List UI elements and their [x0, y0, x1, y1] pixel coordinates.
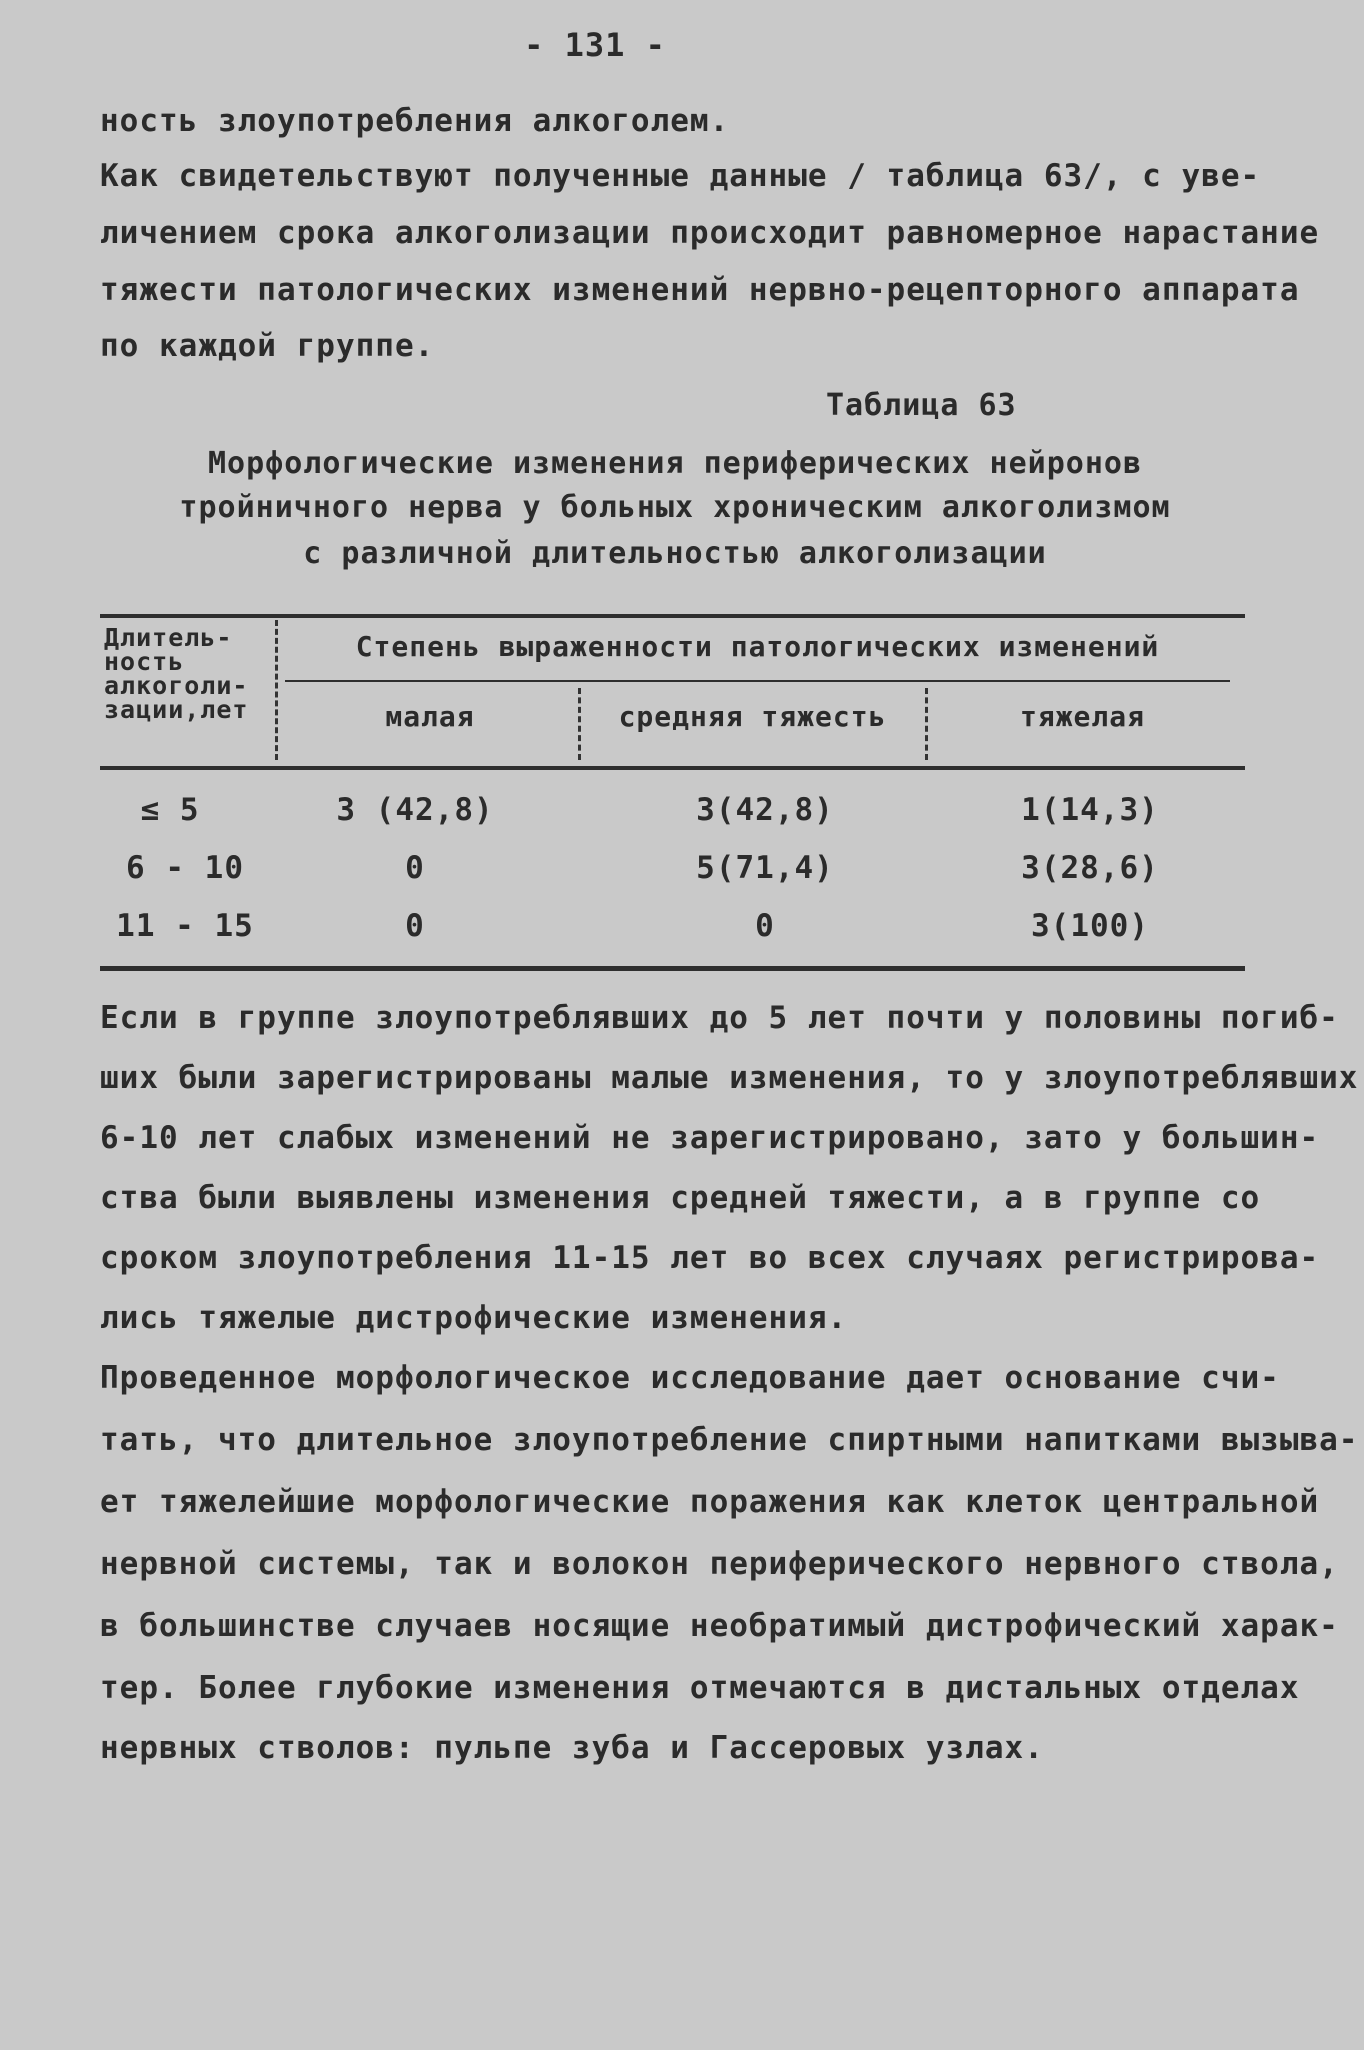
- table-label: Таблица 63: [826, 388, 1017, 423]
- paragraph3-line: тер. Более глубокие изменения отмечаются в дистальных отделах: [100, 1670, 1300, 1706]
- table-bottom-rule: [100, 966, 1245, 971]
- row-severe: 3(100): [1031, 908, 1149, 944]
- severity-group-header: Степень выраженности патологических изменений: [355, 630, 1160, 663]
- table-top-rule: [100, 614, 1245, 618]
- row-medium: 5(71,4): [696, 850, 834, 886]
- paragraph3-line: в большинстве случаев носящие необратимый дистрофический харак-: [100, 1608, 1339, 1644]
- table-column-divider: [925, 688, 928, 760]
- paragraph2-line: ства были выявлены изменения средней тяжести, а в группе со: [100, 1180, 1261, 1216]
- row-low: 3 (42,8): [336, 792, 494, 828]
- table-column-divider: [578, 688, 581, 760]
- paragraph3-line: тать, что длительное злоупотребление спиртными напитками вызыва-: [100, 1422, 1359, 1458]
- paragraph2-line: лись тяжелые дистрофические изменения.: [100, 1300, 848, 1336]
- duration-header-line: алкоголи-: [104, 671, 249, 700]
- duration-header: [104, 623, 249, 724]
- paragraph3-line: нервных стволов: пульпе зуба и Гассеровых узлах.: [100, 1730, 1044, 1766]
- paragraph3-line: Проведенное морфологическое исследование дает основание счи-: [100, 1360, 1280, 1396]
- paragraph1-line: по каждой группе.: [100, 328, 435, 364]
- duration-header-line: Длитель-: [104, 623, 233, 652]
- row-medium: 0: [755, 908, 775, 944]
- row-low: 0: [405, 908, 425, 944]
- paragraph2-line: ших были зарегистрированы малые изменения, то у злоупотреблявших: [100, 1060, 1359, 1096]
- duration-header-line: ность: [104, 647, 185, 676]
- paragraph3-line: ет тяжелейшие морфологические поражения как клеток центральной: [100, 1484, 1320, 1520]
- table-title-line: тройничного нерва у больных хроническим алкоголизмом: [179, 490, 1171, 525]
- paragraph2-line: сроком злоупотребления 11-15 лет во всех случаях регистрирова-: [100, 1240, 1320, 1276]
- row-duration: 11 - 15: [116, 908, 254, 944]
- row-medium: 3(42,8): [696, 792, 834, 828]
- paragraph1-line: Как свидетельствуют полученные данные / таблица 63/, с уве-: [100, 158, 1261, 194]
- column-header-medium: средняя тяжесть: [618, 700, 887, 733]
- row-severe: 1(14,3): [1021, 792, 1159, 828]
- column-header-severe: тяжелая: [1019, 700, 1145, 733]
- paragraph2-line: Если в группе злоупотреблявших до 5 лет почти у половины погиб-: [100, 1000, 1339, 1036]
- row-duration: ≤ 5: [140, 792, 200, 828]
- paragraph3-line: нервной системы, так и волокон периферического нервного ствола,: [100, 1546, 1339, 1582]
- paragraph2-line: 6-10 лет слабых изменений не зарегистрировано, зато у большин-: [100, 1120, 1320, 1156]
- column-header-low: малая: [385, 700, 475, 733]
- duration-header-line: зации,лет: [104, 695, 249, 724]
- row-low: 0: [405, 850, 425, 886]
- paragraph1-line: тяжести патологических изменений нервно-рецепторного аппарата: [100, 272, 1300, 308]
- table-subheader-rule: [285, 680, 1230, 682]
- paragraph1-line: ность злоупотребления алкоголем.: [100, 103, 730, 139]
- table-header-bottom-rule: [100, 766, 1245, 770]
- row-duration: 6 - 10: [126, 850, 244, 886]
- table-title-line: Морфологические изменения периферических нейронов: [207, 446, 1142, 481]
- page-number: - 131 -: [524, 26, 666, 64]
- table-column-divider: [275, 620, 278, 760]
- row-severe: 3(28,6): [1021, 850, 1159, 886]
- table-title-line: с различной длительностью алкоголизации: [303, 536, 1047, 571]
- paragraph1-line: личением срока алкоголизации происходит равномерное нарастание: [100, 215, 1320, 251]
